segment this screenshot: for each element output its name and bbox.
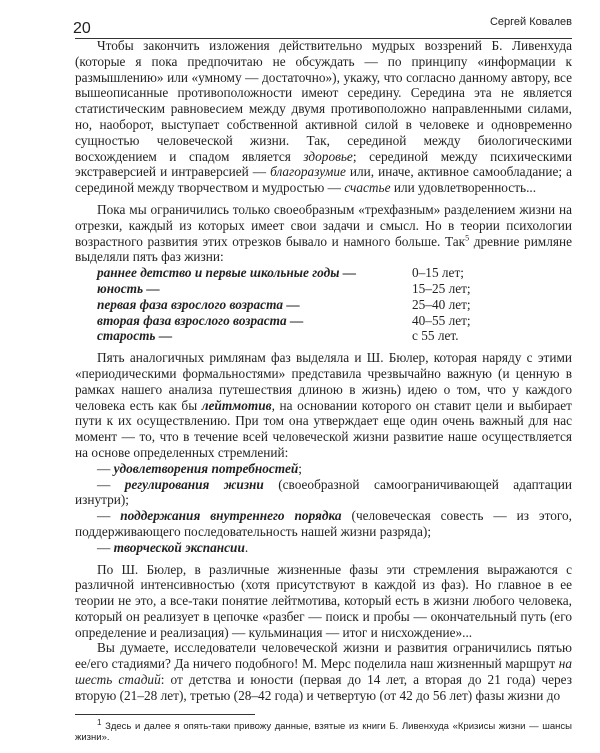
italic-term: счастье (344, 180, 391, 196)
phase-label: раннее детство и первые школьные годы — (97, 265, 357, 281)
phase-row (97, 313, 572, 329)
italic-term: на шесть стадий (75, 656, 572, 688)
dash: — (97, 476, 125, 492)
phase-row (97, 297, 572, 313)
running-title: Сергей Ковалев (489, 16, 572, 28)
footnote (75, 717, 572, 753)
phase-range: 40–55 лет; (412, 312, 471, 328)
phase-label: первая фаза взрослого возраста — (97, 296, 300, 312)
page-number: 20 (73, 20, 91, 37)
striving-term: поддержания внутреннего порядка (120, 508, 342, 524)
text: или, иначе, активное самообладание; а серединой между творчеством и мудростью — (75, 164, 572, 196)
phase-range: с 55 лет. (412, 328, 459, 344)
page-body (75, 38, 572, 704)
text: древние римляне выделяли пять фаз жизни: (75, 233, 572, 265)
paragraph-4: По Ш. Бюлер, в различные жизненные фазы эти стремления выражаются с различной интенсивностью (хотя присутствуют в каждой из фаз). Но главное в ее теории не это, а все-таки понятие лейтмотива, который есть в жизни любого человека, который он реализует в цепочке «разбег — поиск и пробы — окончательный путь (его определение и реализация) — кульминация — итог и нисхождение»... (75, 561, 572, 640)
footnote-text: Здесь и далее я опять-таки привожу данные, взятые из книги Б. Ливенхуда «Кризисы жизни — шансы жизни». (75, 720, 572, 743)
striving-term: удовлетворения потребностей (113, 460, 299, 476)
paragraph-1 (75, 38, 572, 196)
striving-term: творческой экспансии (113, 539, 245, 555)
striving-item (75, 461, 572, 477)
phase-range: 25–40 лет; (412, 296, 471, 312)
bold-italic-term: лейтмотив (201, 397, 272, 413)
phase-label: старость — (97, 328, 173, 344)
page-header (75, 14, 572, 39)
dash: — (97, 460, 114, 476)
text: (человеческая совесть — из этого, поддерживающего последовательность нашей жизни разряда); (75, 508, 572, 539)
paragraph-5 (75, 640, 572, 703)
text: . (244, 539, 249, 555)
text: (своеобразной самоограничивающей адаптации изнутри); (75, 476, 572, 508)
phase-row (97, 281, 572, 297)
text: ; серединой между психическими экстраверсией и интраверсией — (75, 148, 572, 180)
dash: — (97, 508, 121, 524)
paragraph-2 (75, 202, 572, 265)
text: Пять аналогичных римлянам фаз выделяла и Ш. Бюлер, которая наряду с этими «периодическими формальностями» представила чрезвычайно важную (и ценную в рамках нашего анализа путешествия длиною в жизнь) идею о том, что у каждого человека есть как бы (75, 350, 572, 413)
footnote-marker: 1 (97, 717, 102, 727)
dash: — (97, 539, 114, 555)
footnote-divider (75, 714, 255, 715)
striving-item (75, 508, 572, 540)
phase-range: 15–25 лет; (412, 280, 471, 296)
striving-term: регулирования жизни (124, 476, 264, 492)
phase-row (97, 265, 572, 281)
striving-item (75, 477, 572, 509)
life-phases-table (97, 265, 572, 344)
text: Чтобы закончить изложения действительно мудрых воззрений Б. Ливенхуда (которые я пока предпочитаю не обсуждать — по принципу «информации к размышлению» или «умному — достаточно»), укажу, что согласно данному автору, все вышеописанные противоположности имеют середину. Середина эта не является статистическим равновесием между двумя противоположно направленными силами, но, наоборот, выступает собственной активной силой в человеке и одновременно сущностью человеческой жизни. Так, серединой между биологическими восхождением и спадом является (75, 38, 572, 164)
footnote-ref[interactable]: 5 (465, 233, 470, 243)
phase-label: вторая фаза взрослого возраста — (97, 312, 304, 328)
striving-item (75, 540, 572, 556)
text: Пока мы ограничились только своеобразным «трехфазным» разделением жизни на отрезки, каждый из которых имеет свои задачи и смысл. Но в теории психологии возрастного развития этих отрезков бывало и намного больше. Так (75, 201, 572, 249)
text: Вы думаете, исследователи человеческой жизни и развития ограничились пятью ее/его стадиями? Да ничего подобного! М. Мерс поделила наш жизненный маршрут (75, 640, 572, 672)
text: или удовлетворенность... (390, 180, 537, 196)
italic-term: здоровье (303, 148, 353, 164)
italic-term: благоразумие (270, 164, 346, 180)
text: : от детства и юности (первая до 14 лет, а вторая до 21 года) через вторую (21–28 лет), третью (28–42 года) и четвертую (от 42 до 56 лет) фазы жизни до (75, 672, 572, 703)
paragraph-3 (75, 350, 572, 461)
book-page (75, 0, 572, 753)
text: , на основании которого он ставит цели и выбирает пути к их осуществлению. При том она утверждает еще один очень важный для нас момент — то, что в течение всей человеческой жизни развитие наше осуществляется на основе определенных стремлений: (75, 397, 572, 460)
phase-row (97, 328, 572, 344)
text: ; (298, 460, 302, 476)
phase-range: 0–15 лет; (412, 265, 464, 281)
phase-label: юность — (97, 280, 160, 296)
